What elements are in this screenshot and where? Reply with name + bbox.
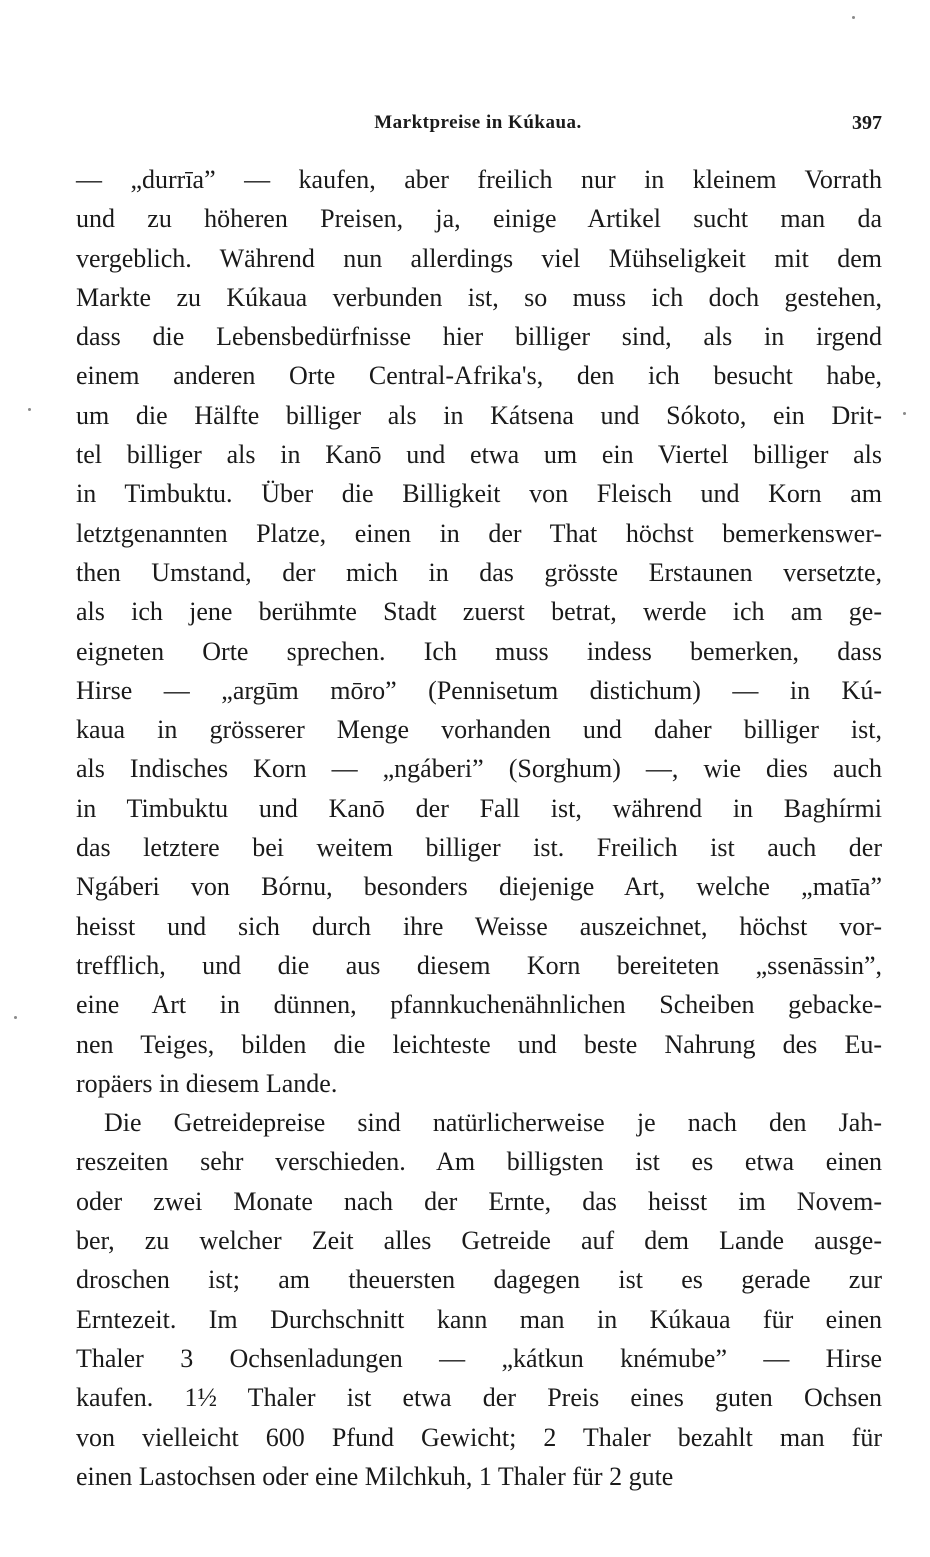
text-line: — „durrīa” — kaufen, aber freilich nur in kleinem Vorrath bbox=[76, 165, 882, 194]
text-line: then Umstand, der mich in das grösste Erstaunen versetzte, bbox=[76, 557, 882, 587]
text-line: um die Hälfte billiger als in Kátsena und Sókoto, ein Drit- bbox=[76, 400, 882, 430]
text-line: in Timbuktu und Kanō der Fall ist, während in Baghírmi bbox=[76, 793, 882, 823]
text-line: in Timbuktu. Über die Billigkeit von Fleisch und Korn am bbox=[76, 479, 882, 509]
text-line: Thaler 3 Ochsenladungen — „kátkun knémube” — Hirse bbox=[76, 1343, 882, 1373]
text-line: Die Getreidepreise sind natürlicherweise je nach den Jah- bbox=[104, 1108, 882, 1138]
scan-speck bbox=[14, 1016, 17, 1019]
text-line: heisst und sich durch ihre Weisse auszeichnet, höchst vor- bbox=[76, 911, 882, 941]
text-line: droschen ist; am theuersten dagegen ist es gerade zur bbox=[76, 1265, 882, 1295]
text-line: Ngáberi von Bórnu, besonders diejenige Art, welche „matīa” bbox=[76, 872, 882, 902]
paragraph bbox=[76, 160, 882, 1103]
text-line: nen Teiges, bilden die leichteste und beste Nahrung des Eu- bbox=[76, 1029, 882, 1059]
text-line: ropäers in diesem Lande. bbox=[76, 1068, 338, 1098]
page-header bbox=[74, 112, 882, 144]
text-line: tel billiger als in Kanō und etwa um ein Viertel billiger als bbox=[76, 440, 882, 470]
paragraph bbox=[76, 1103, 882, 1496]
text-line: reszeiten sehr verschieden. Am billigsten ist es etwa einen bbox=[76, 1147, 882, 1177]
running-title: Marktpreise in Kúkaua. bbox=[374, 112, 582, 133]
text-line: eine Art in dünnen, pfannkuchenähnlichen Scheiben gebacke- bbox=[76, 990, 882, 1020]
scan-speck bbox=[852, 16, 855, 19]
text-line: als ich jene berühmte Stadt zuerst betrat, werde ich am ge- bbox=[76, 597, 882, 627]
text-line: letztgenannten Platze, einen in der That höchst bemerkenswer- bbox=[76, 518, 882, 548]
text-line: ber, zu welcher Zeit alles Getreide auf dem Lande ausge- bbox=[76, 1226, 882, 1256]
text-line: Markte zu Kúkaua verbunden ist, so muss ich doch gestehen, bbox=[76, 282, 882, 312]
text-line: vergeblich. Während nun allerdings viel Mühseligkeit mit dem bbox=[76, 243, 882, 273]
text-line: Erntezeit. Im Durchschnitt kann man in Kúkaua für einen bbox=[76, 1304, 882, 1334]
text-line: einen Lastochsen oder eine Milchkuh, 1 Thaler für 2 gute bbox=[76, 1461, 674, 1491]
scan-speck bbox=[903, 412, 906, 415]
text-line: kaufen. 1½ Thaler ist etwa der Preis eines guten Ochsen bbox=[76, 1383, 882, 1413]
text-line: einem anderen Orte Central-Afrika's, den ich besucht habe, bbox=[76, 361, 882, 391]
page-number: 397 bbox=[852, 112, 882, 134]
text-line: eigneten Orte sprechen. Ich muss indess bemerken, dass bbox=[76, 636, 882, 666]
text-line: trefflich, und die aus diesem Korn bereiteten „ssenāssin”, bbox=[76, 950, 882, 980]
text-line: von vielleicht 600 Pfund Gewicht; 2 Thaler bezahlt man für bbox=[76, 1422, 882, 1452]
text-line: als Indisches Korn — „ngáberi” (Sorghum) —, wie dies auch bbox=[76, 754, 882, 784]
text-line: dass die Lebensbedürfnisse hier billiger sind, als in irgend bbox=[76, 322, 882, 352]
body-text bbox=[76, 160, 882, 1496]
scan-speck bbox=[28, 408, 31, 411]
text-line: das letztere bei weitem billiger ist. Freilich ist auch der bbox=[76, 833, 882, 863]
text-line: oder zwei Monate nach der Ernte, das heisst im Novem- bbox=[76, 1186, 882, 1216]
text-line: kaua in grösserer Menge vorhanden und daher billiger ist, bbox=[76, 715, 882, 745]
text-line: und zu höheren Preisen, ja, einige Artikel sucht man da bbox=[76, 204, 882, 234]
text-line: Hirse — „argūm mōro” (Pennisetum distichum) — in Kú- bbox=[76, 675, 882, 705]
